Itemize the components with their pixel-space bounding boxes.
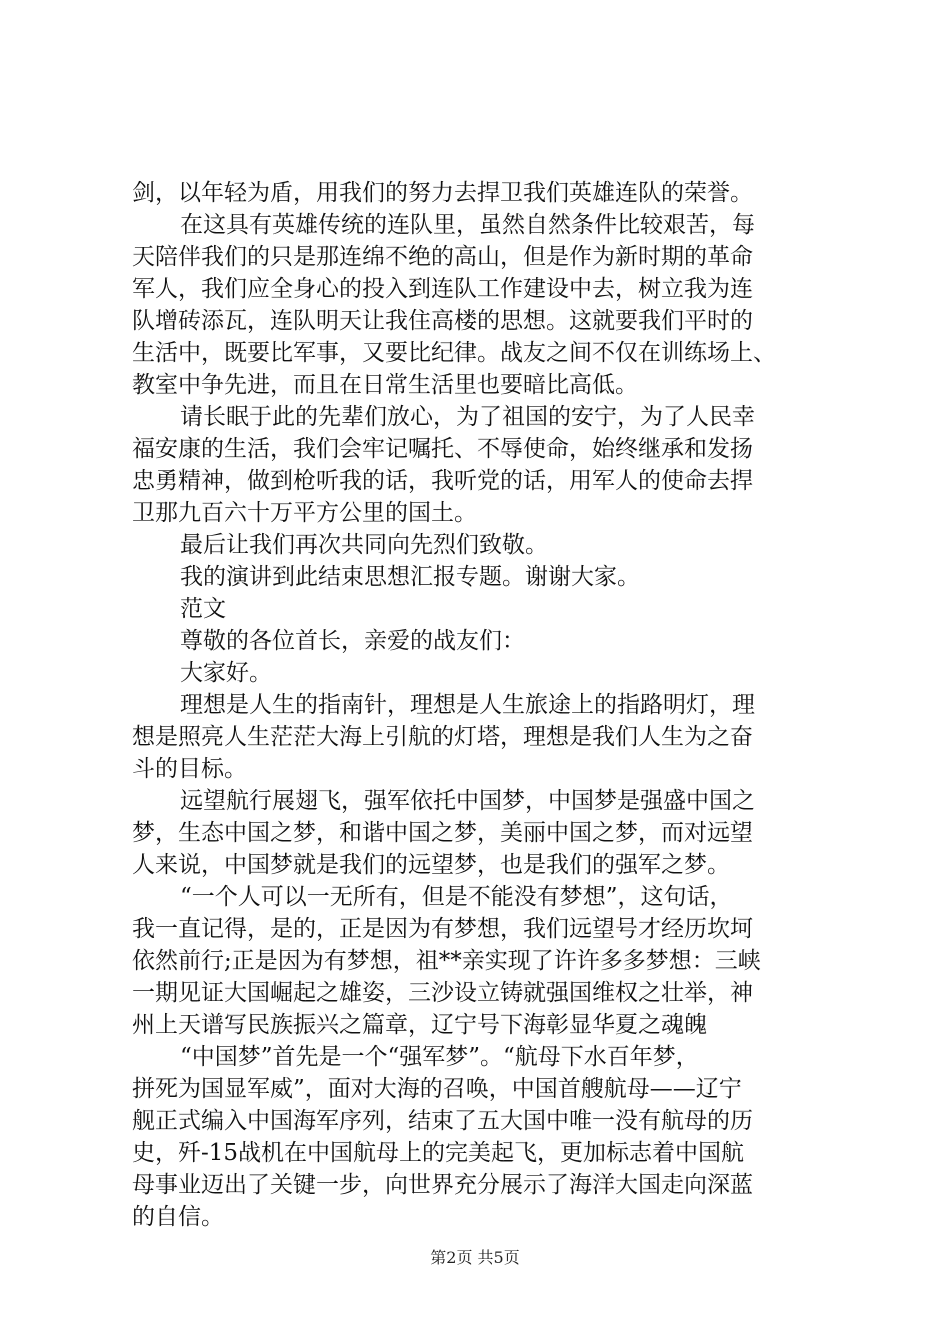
text-line: 军人，我们应全身心的投入到连队工作建设中去，树立我为连 (132, 276, 753, 302)
text-line: 州上天谱写民族振兴之篇章，辽宁号下海彰显华夏之魂魄 (132, 1012, 707, 1038)
text-line: 最后让我们再次共同向先烈们致敬。 (180, 532, 548, 558)
text-line: 福安康的生活，我们会牢记嘱托、不辱使命，始终继承和发扬 (132, 436, 753, 462)
text-line: 队增砖添瓦，连队明天让我住高楼的思想。这就要我们平时的 (132, 308, 753, 334)
text-line: 生活中，既要比军事，又要比纪律。战友之间不仅在训练场上、 (132, 340, 776, 366)
text-line: “一个人可以一无所有，但是不能没有梦想”，这句话， (180, 884, 733, 910)
text-line: 我一直记得，是的，正是因为有梦想，我们远望号才经历坎坷 (132, 916, 753, 942)
text-line: 人来说，中国梦就是我们的远望梦，也是我们的强军之梦。 (132, 852, 730, 878)
text-line: 梦，生态中国之梦，和谐中国之梦，美丽中国之梦，而对远望 (132, 820, 753, 846)
text-line: 卫那九百六十万平方公里的国土。 (132, 500, 477, 526)
text-line: 剑，以年轻为盾，用我们的努力去捍卫我们英雄连队的荣誉。 (132, 180, 753, 206)
text-line: 的自信。 (132, 1204, 224, 1230)
text-line: 拼死为国显军威”，面对大海的召唤，中国首艘航母——辽宁 (132, 1076, 742, 1102)
document-body (132, 177, 832, 1233)
text-line: 斗的目标。 (132, 756, 247, 782)
text-line: 远望航行展翅飞，强军依托中国梦，中国梦是强盛中国之 (180, 788, 755, 814)
text-line: 理想是人生的指南针，理想是人生旅途上的指路明灯，理 (180, 692, 755, 718)
text-line: 忠勇精神，做到枪听我的话，我听党的话，用军人的使命去捍 (132, 468, 753, 494)
text-line: “中国梦”首先是一个“强军梦”。“航母下水百年梦， (180, 1044, 699, 1070)
text-line: 大家好。 (180, 660, 272, 686)
text-line: 天陪伴我们的只是那连绵不绝的高山，但是作为新时期的革命 (132, 244, 753, 270)
text-line: 在这具有英雄传统的连队里，虽然自然条件比较艰苦，每 (180, 212, 755, 238)
text-line: 舰正式编入中国海军序列，结束了五大国中唯一没有航母的历 (132, 1108, 753, 1134)
text-line: 请长眠于此的先辈们放心，为了祖国的安宁，为了人民幸 (180, 404, 755, 430)
text-line: 我的演讲到此结束思想汇报专题。谢谢大家。 (180, 564, 640, 590)
page-footer (0, 1245, 950, 1268)
text-line: 一期见证大国崛起之雄姿，三沙设立铸就强国维权之壮举，神 (132, 980, 753, 1006)
text-line: 母事业迈出了关键一步，向世界充分展示了海洋大国走向深蓝 (132, 1172, 753, 1198)
text-line: 依然前行;正是因为有梦想，祖**亲实现了许许多多梦想：三峡 (132, 948, 761, 974)
text-line: 教室中争先进，而且在日常生活里也要暗比高低。 (132, 372, 638, 398)
text-line: 尊敬的各位首长，亲爱的战友们： (180, 628, 525, 654)
text-line: 想是照亮人生茫茫大海上引航的灯塔，理想是我们人生为之奋 (132, 724, 753, 750)
text-line: 范文 (180, 596, 226, 622)
text-line: 史，歼-15战机在中国航母上的完美起飞，更加标志着中国航 (132, 1140, 745, 1166)
page-number: 第2页 共5页 (430, 1248, 520, 1267)
